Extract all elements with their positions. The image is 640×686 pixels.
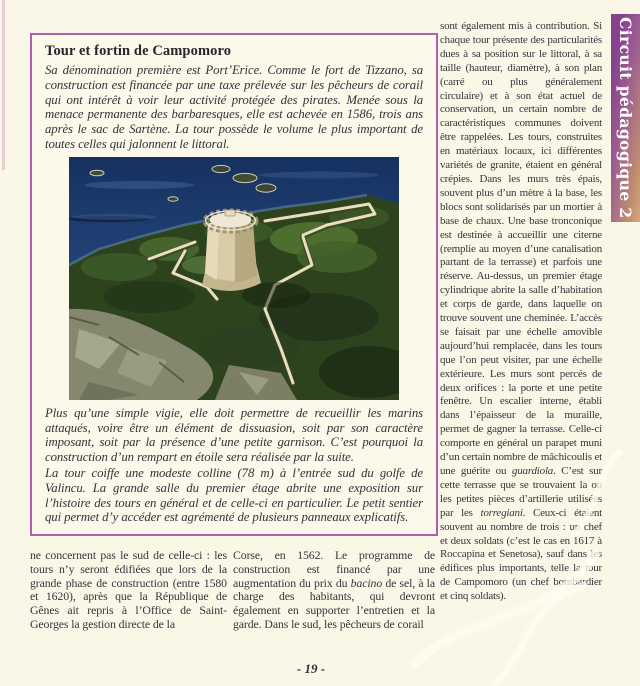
box-caption-paragraph-2: La tour coiffe une modeste colline (78 m) à l’entrée sud du golfe de Valincu. La grande salle du premier étage abrite une exposition sur l’histoire des tours en général et de celle-ci en particulier. Le petit sentier qui permet d’y accéder est agrémenté de plusieurs panneaux explicatifs.	[45, 465, 423, 525]
text-segment: . C’est sur cette terrasse que se trouvaient la ou les petites pièces d’artillerie utilisées par les	[440, 465, 602, 519]
bottom-left-text-column: ne concernent pas le sud de celle-ci : les tours n’y seront édifiées que lors de la grande phase de construction (entre 1580 et 1620), après que la République de Gênes ait repris à l’Office de Saint-Georges la gestion directe de la	[30, 548, 227, 631]
campomoro-tower-photo	[69, 157, 399, 400]
box-title: Tour et fortin de Campomoro	[45, 43, 232, 59]
box-intro-paragraph: Sa dénomination première est Port’Erice. Comme le fort de Tizzano, sa construction est financée par une taxe prélevée sur les pêcheurs de corail qui ont intérêt à voir leur activité protégée des pirates. Menée sous la menace permanente des barbaresques, elle est achevée en 1586, trois ans après le sac de Sartène. La tour possède le volume le plus important de toutes celles qui jalonnent le littoral.	[45, 63, 423, 151]
text-segment: sont également mis à contribution. Si chaque tour présente des particularités dues à sa position sur le littoral, à sa taille (hauteur, diamètre), à son plan (carré ou plus généralement circulaire) et à son état actuel de conservation, un certain nombre de caractéristiques communes doivent être rappelées. Les tours, construites en matériaux locaux, ici différentes variétés de granite, étaient en général crépies. Dans les murs très épais, souvent plus d’un mètre à la base, les blocs sont solidarisés par un mortier à base de chaux. Une base tronconique est destinée à accueillir une citerne (remplie au moyen d’une canalisation partant de la terrasse) et parfois une réserve. Au-dessus, un premier étage cylindrique abrite la salle d’habitation et corps de garde, dans laquelle on trouve souvent une cheminée. L’accès se faisait par une échelle amovible aujourd’hui remplacée, dans les tours que l’on peut visiter, par une échelle extérieure. Les murs sont percés de deux orifices : la porte et une petite fenêtre. Un escalier interne, établi dans l’épaisseur de la muraille, permet de gagner la terrasse. Celle-ci comporte en général un parapet muni d’un certain nombre de mâchicoulis et une guérite ou	[440, 20, 602, 477]
text-segment: Corse, en 1562. Le programme de construction est financé par une augmentation du prix du	[233, 548, 435, 590]
background-watermark	[372, 356, 632, 686]
aerial-photo-illustration	[69, 157, 399, 400]
box-caption-paragraph-1: Plus qu’une simple vigie, elle doit permettre de recueillir les marins attaqués, voire être un élément de dissuasion, soit par son caractère imposant, soit par la présence d’une petite garnison. C’est pourquoi la construction d’un rempart en étoile sera réalisée par la suite.	[45, 405, 423, 465]
chapter-tab	[611, 14, 640, 222]
text-segment: torregiani	[480, 506, 523, 519]
page-number: - 19 -	[296, 661, 326, 676]
text-segment: guardiola	[511, 465, 554, 477]
text-segment: . Ceux-ci étaient souvent au nombre de trois : un chef et deux soldats (c’est le cas en 1617 à Roccapina et Senetosa), sauf dans les édifices plus importants, telle la tour de Campomoro (un chef bombardier et cinq soldats).	[440, 506, 602, 603]
text-segment: de sel, à la charge des habitants, qui devront également en supporter l’entretien et la garde. Dans le sud, les pêcheurs de corail	[233, 575, 435, 631]
scan-edge-line	[2, 0, 5, 170]
text-segment: bacino	[350, 575, 383, 590]
chapter-tab-label: Circuit pédagogique 2	[616, 17, 635, 219]
